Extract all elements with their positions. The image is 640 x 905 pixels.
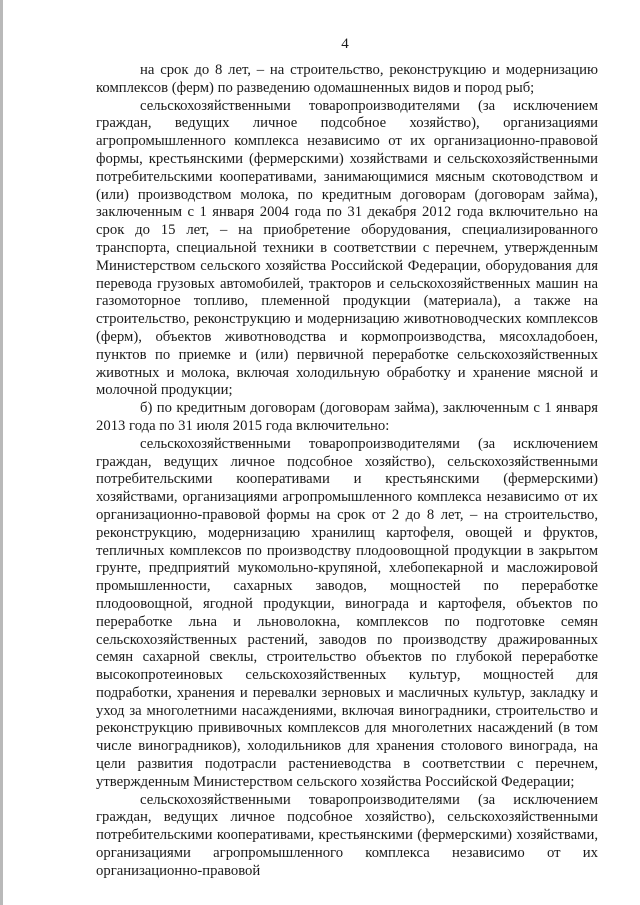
scan-edge-shadow [0, 0, 3, 905]
paragraph-crop-production-producers: сельскохозяйственными товаропроизводителями (за исключением граждан, ведущих личное подсобное хозяйство), сельскохозяйственными потребительскими кооперативами и крестьянскими (фермерскими) хозяйствами, организациями агропромышленного комплекса независимо от их организационно-правовой формы на срок от 2 до 8 лет, – на строительство, реконструкцию, модернизацию хранилищ картофеля, овощей и фруктов, тепличных комплексов по производству плодоовощной продукции в закрытом грунте, предприятий мукомольно-крупяной, хлебопекарной и масложировой промышленности, сахарных заводов, мощностей по переработке плодоовощной, ягодной продукции, винограда и картофеля, объектов по переработке льна и льноволокна, комплексов по подготовке семян сельскохозяйственных растений, заводов по производству дражированных семян сахарной свеклы, строительство объектов по глубокой переработке высокопротеиновых сельскохозяйственных культур, мощностей для подработки, хранения и перевалки зерновых и масличных культур, закладку и уход за многолетними насаждениями, включая виноградники, строительство и реконструкцию прививочных комплексов для многолетних насаждений (в том числе виноградников), холодильников для хранения столового винограда, на цели развития подотрасли растениеводства в соответствии с перечнем, утвержденным Министерством сельского хозяйства Российской Федерации; [96, 435, 598, 790]
body-text [96, 62, 598, 881]
paragraph-livestock-producers: сельскохозяйственными товаропроизводителями (за исключением граждан, ведущих личное подсобное хозяйство), организациями агропромышленного комплекса независимо от их организационно-правовой формы, крестьянскими (фермерскими) хозяйствами и сельскохозяйственными потребительскими кооперативами, занимающимися мясным скотоводством и (или) производством молока, по кредитным договорам (договорам займа), заключенным с 1 января 2004 года по 31 декабря 2012 года включительно на срок до 15 лет, – на приобретение оборудования, специализированного транспорта, специальной техники в соответствии с перечнем, утвержденным Министерством сельского хозяйства Российской Федерации, оборудования для перевода грузовых автомобилей, тракторов и сельскохозяйственных машин на газомоторное топливо, племенной продукции (материала), а также на строительство, реконструкцию и модернизацию животноводческих комплексов (ферм), объектов животноводства и кормопроизводства, мясохладобоен, пунктов по приемке и (или) первичной переработке сельскохозяйственных животных и молока, включая холодильную обработку и хранение мясной и молочной продукции; [96, 97, 598, 399]
paragraph-item-b-loan-agreements: б) по кредитным договорам (договорам займа), заключенным с 1 января 2013 года по 31 июля 2015 года включительно: [96, 400, 598, 434]
paragraph-continuation-fish-farms: на срок до 8 лет, – на строительство, реконструкцию и модернизацию комплексов (ферм) по разведению одомашненных видов и пород рыб; [96, 62, 598, 96]
paragraph-agro-producers-continued: сельскохозяйственными товаропроизводителями (за исключением граждан, ведущих личное подсобное хозяйство), сельскохозяйственными потребительскими кооперативами, крестьянскими (фермерскими) хозяйствами, организациями агропромышленного комплекса независимо от их организационно-правовой [96, 791, 598, 879]
page-number: 4 [341, 36, 349, 52]
